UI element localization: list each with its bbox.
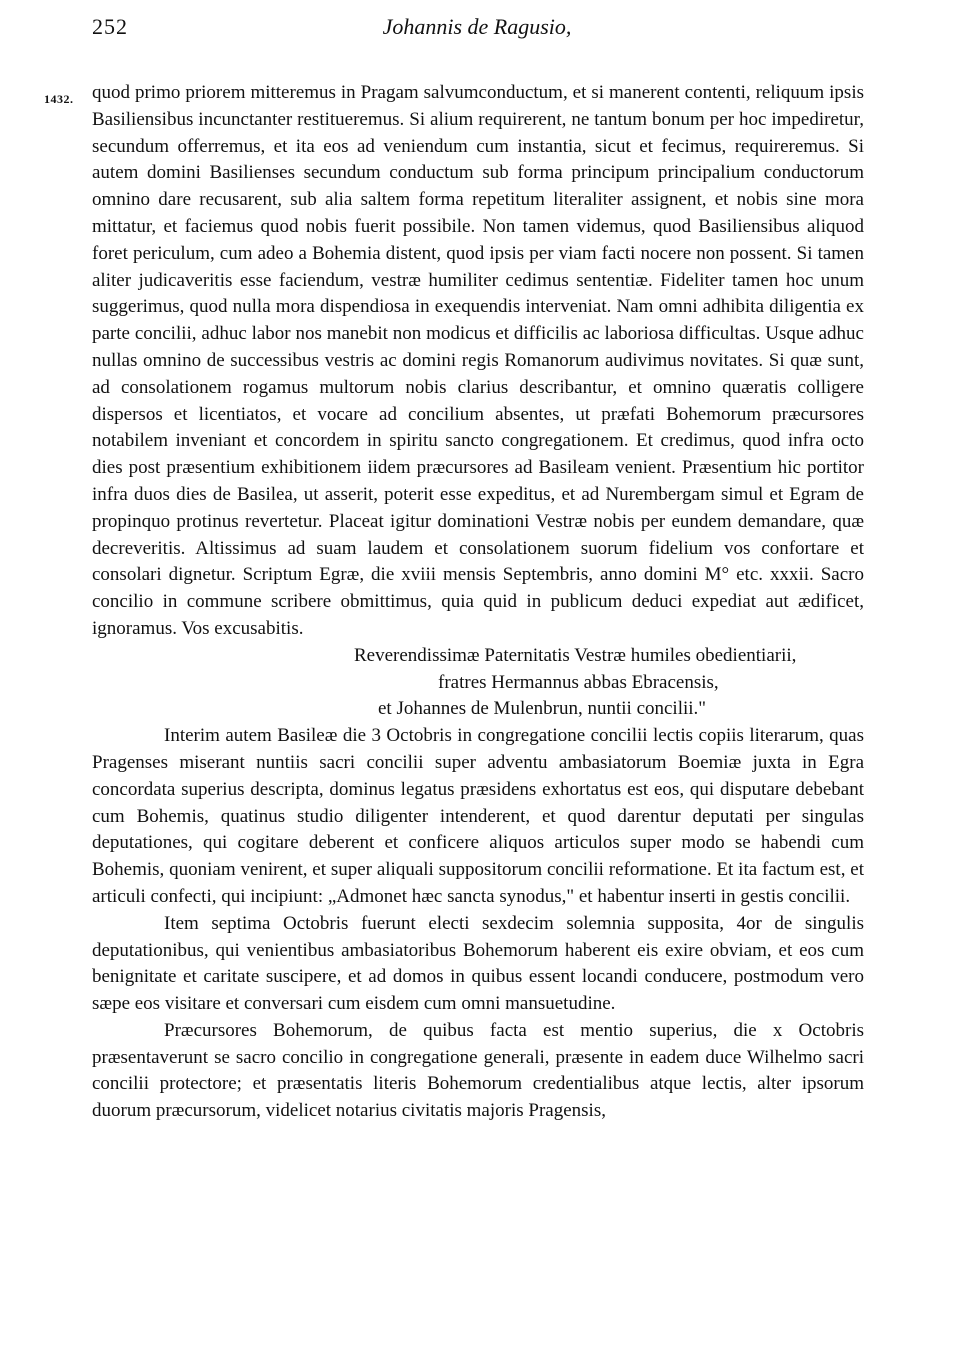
paragraph-item-septima: Item septima Octobris fuerunt electi sexdecim solemnia supposita, 4or de singulis deputationibus, qui venientibus ambasiatoribus Bohemorum haberent eis exire obviam, et eos cum benignitate et caritate suscipere, et ad domos in quibus essent locandi conducere, postmodum vero sæpe eos visitare et conversari cum eisdem cum omni mansuetudine.: [92, 912, 864, 1015]
paragraph-interim: Interim autem Basileæ die 3 Octobris in congregatione concilii lectis copiis literarum, quas Pragenses miserant nuntiis sacri concilii super adventu ambasiatorum Boemiæ juxta in Egra concordata superius descripta, dominus legatus præsidens exhortatus est eos, qui disputare debebant cum Bohemis, quatinus studio diligenter intenderent, et quod darentur deputati per singulas deputationes, qui cogitare deberent et conficere aliquos articulos super modo se habendi cum Bohemis, quoniam venirent, et super aliquali suppositorum concilii reformatione. Et ita factum est, et articuli confecti, qui incipiunt: „Admonet hæc sancta synodus," et habentur inserti in gestis concilii.: [92, 725, 864, 907]
signature-line-2: fratres Hermannus abbas Ebracensis,: [438, 671, 719, 693]
page-header: [92, 14, 862, 50]
paragraph-letter-continuation: quod primo priorem mitteremus in Pragam salvumconductum, et si manerent contenti, reliquum ipsis Basiliensibus incunctanter restitueremus. Si alium requirerent, ne tantum bonum per hoc impediretur, secundum offerremus, et ita eos ad veniendum cum instantia, sicut et fecimus, requireremus. Si autem domini Basilienses secundum conductum sub forma principum principalium conductorum omnino dare recusarent, sub alia saltem forma repetitum literaliter assignent, et nobis sine mora mittatur, et faciemus quod nobis fuerit possibile. Non tamen videmus, quod Basiliensibus aliquod foret periculum, cum adeo a Bohemia distent, quod ipsis per viam facti nocere non possent. Si tamen aliter judicaveritis esse faciendum, vestræ humiliter cedimus sententiæ. Fideliter tamen hoc unum suggerimus, quod nulla mora dispendiosa in exequendis interveniat. Nam omni adhibita diligentia ex parte concilii, adhuc labor nos manebit non modicus et difficilis ac laboriosa difficultas. Usque adhuc nullas omnino de successibus vestris ac domini regis Romanorum audivimus novitates. Si quæ sunt, ad consolationem rogamus multorum nobis clarius describantur, et omnino quæratis colligere dispersos et licentiatos, et vocare ad concilium absentes, ut præfati Bohemorum præcursores notabilem inveniant et concordem in spiritu sancto congregationem. Et credimus, quod infra octo dies post præsentium exhibitionem iidem præcursores ad Basileam venient. Præsentium hic portitor infra duos dies de Basilea, ut asserit, poterit esse expeditus, et ad Nurembergam simul et Egram de propinquo protinus revertetur. Placeat igitur dominationi Vestræ nobis per eundem demandare, quæ decreveritis. Altissimus ad suam laudem et consolationem suorum fidelium vos confortare et consolari dignetur. Scriptum Egræ, die xviii mensis Septembris, anno domini M° etc. xxxii. Sacro concilio in commune scribere obmittimus, quia quid in publicum deduci expediat aut ædificet, ignoramus. Vos excusabitis.: [92, 82, 864, 639]
running-title: Johannis de Ragusio,: [382, 14, 572, 39]
margin-year-note: 1432.: [44, 92, 74, 106]
signature-line-1: Reverendissimæ Paternitatis Vestræ humiles obedientiarii,: [354, 644, 797, 666]
body-text: [92, 80, 864, 1125]
signature-line-3: et Johannes de Mulenbrun, nuntii concilii.": [378, 698, 707, 720]
paragraph-praecursores: Præcursores Bohemorum, de quibus facta est mentio superius, die x Octobris præsentaverunt se sacro concilio in congregatione generali, præsente in eadem duce Wilhelmo sacri concilii protectore; et præsentatis literis Bohemorum credentialibus atque lectis, alter ipsorum duorum præcursorum, videlicet notarius civitatis majoris Pragensis,: [92, 1019, 864, 1122]
page-number: 252: [92, 14, 128, 39]
